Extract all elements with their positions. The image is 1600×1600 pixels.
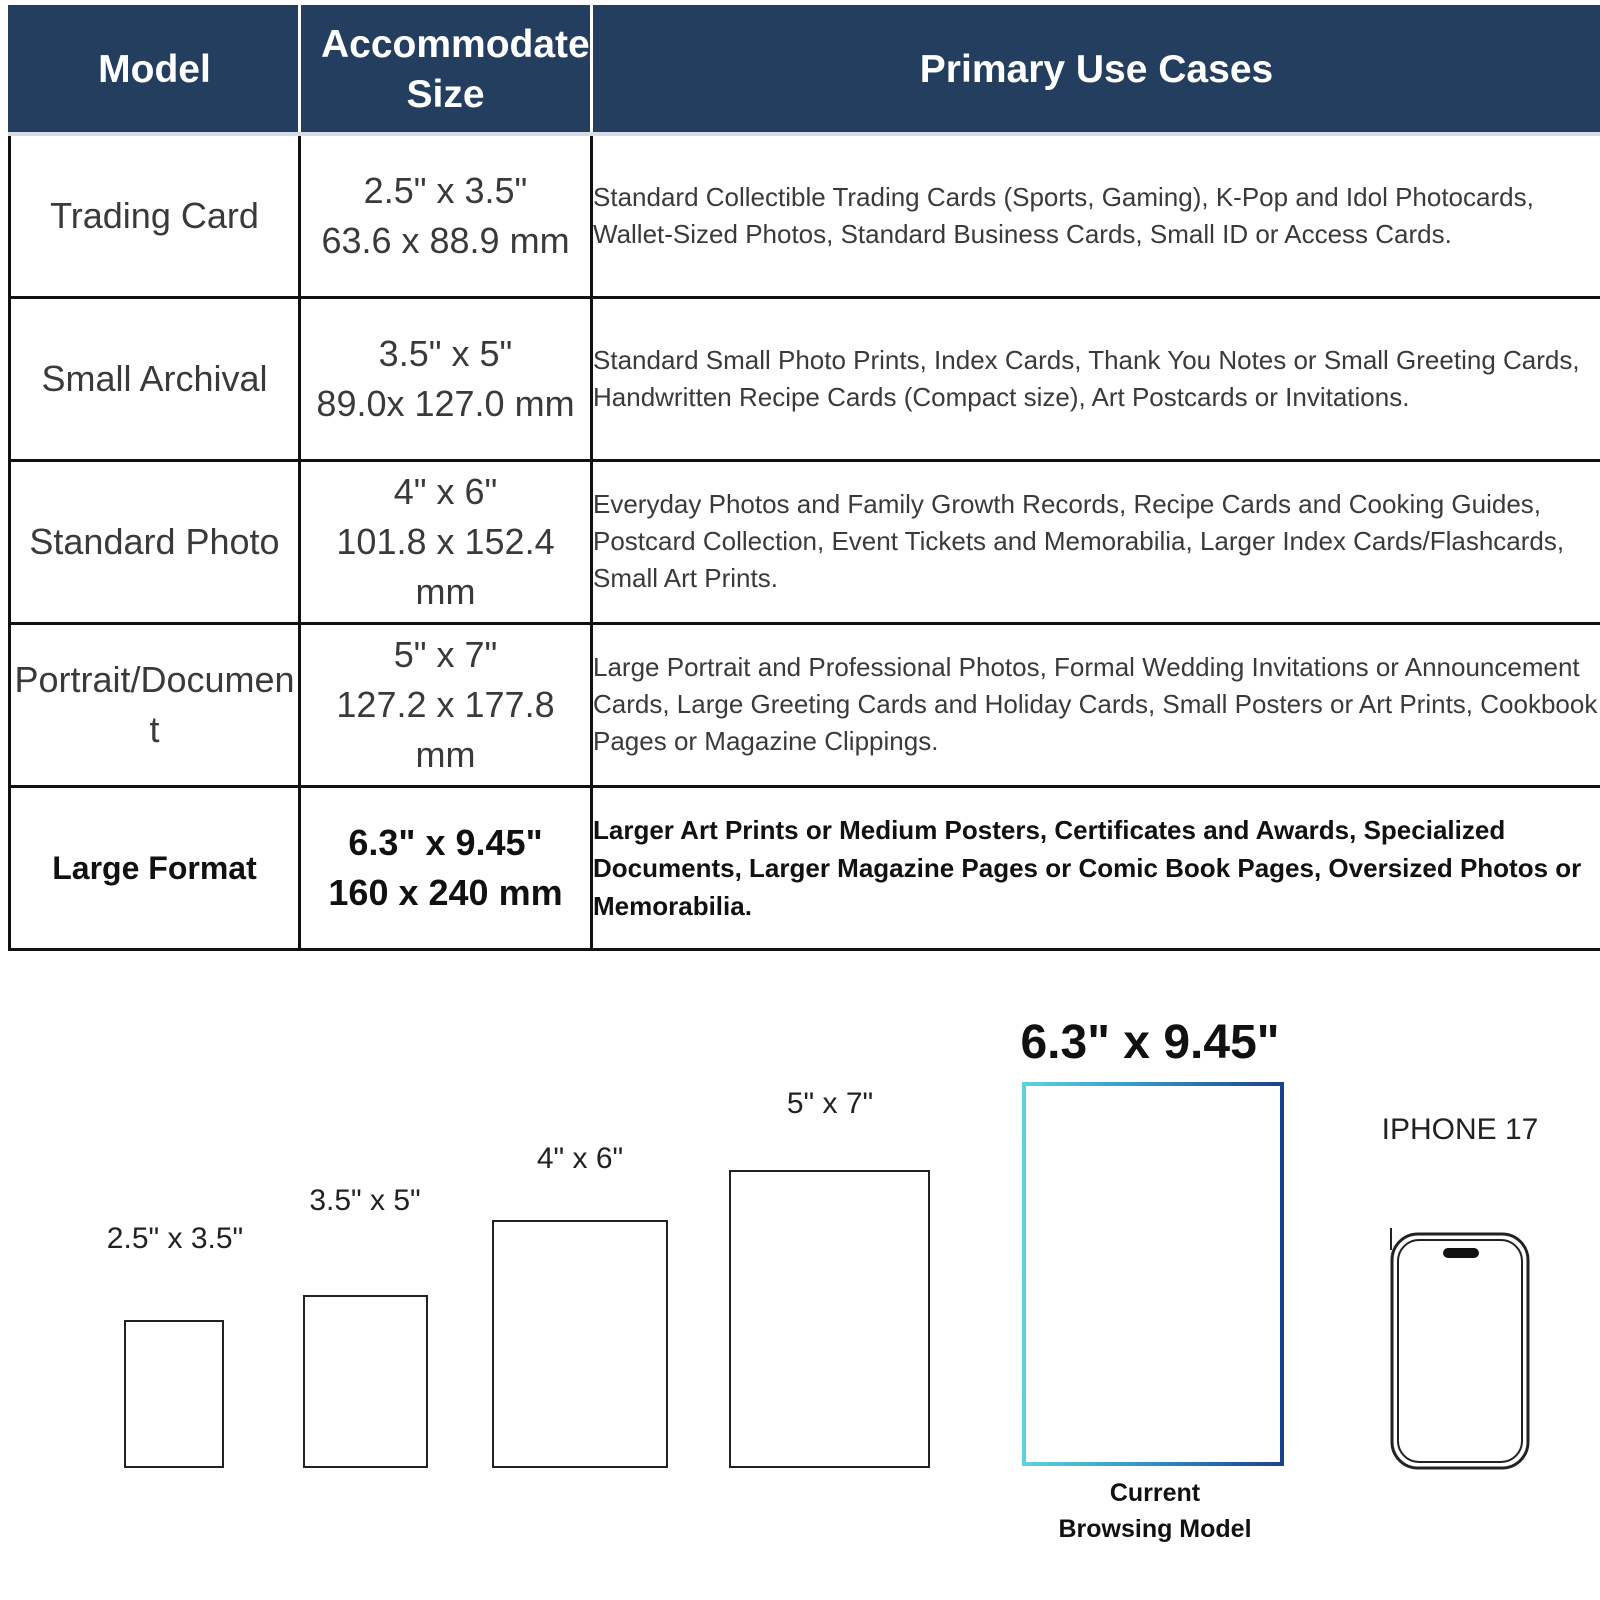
size-mm: 63.6 x 88.9 mm <box>321 219 570 261</box>
model-use-cases: Standard Collectible Trading Cards (Sports, Gaming), K-Pop and Idol Photocards, Wallet-Sized Photos, Standard Business Cards, Small ID or Access Cards. <box>592 134 1600 297</box>
table-header-row <box>10 7 1600 135</box>
size-label: 5" x 7" <box>786 1087 874 1120</box>
phone-icon <box>1388 1228 1532 1472</box>
model-name: Large Format <box>10 786 300 949</box>
size-outline-current-model <box>1022 1082 1284 1466</box>
header-use-cases: Primary Use Cases <box>592 7 1600 135</box>
model-use-cases: Standard Small Photo Prints, Index Cards, Thank You Notes or Small Greeting Cards, Handwritten Recipe Cards (Compact size), Art Postcards or Invitations. <box>592 297 1600 460</box>
phone-label: IPHONE 17 <box>1381 1113 1539 1146</box>
size-comparison-graphic <box>0 960 1600 1600</box>
header-model: Model <box>10 7 300 135</box>
table-row <box>10 623 1600 786</box>
model-size <box>300 460 592 623</box>
size-mm: 160 x 240 mm <box>328 871 563 913</box>
table-row <box>10 134 1600 297</box>
header-size: Accommodate Size <box>300 7 592 135</box>
size-outline-standard-photo <box>492 1220 668 1468</box>
size-inches: 5" x 7" <box>393 633 498 675</box>
size-mm: 101.8 x 152.4 mm <box>336 520 555 612</box>
size-outline-small-archival <box>303 1295 428 1468</box>
size-comparison-table <box>8 5 1600 951</box>
model-size <box>300 786 592 949</box>
size-inches: 3.5" x 5" <box>378 332 513 374</box>
model-name: Small Archival <box>10 297 300 460</box>
size-inches: 6.3" x 9.45" <box>348 821 543 863</box>
table-row <box>10 297 1600 460</box>
model-name: Portrait/Document <box>10 623 300 786</box>
size-label: 4" x 6" <box>536 1142 624 1175</box>
size-mm: 127.2 x 177.8 mm <box>336 683 555 775</box>
table-row <box>10 460 1600 623</box>
model-use-cases: Everyday Photos and Family Growth Records, Recipe Cards and Cooking Guides, Postcard Collection, Event Tickets and Memorabilia, Larger Index Cards/Flashcards, Small Art Prints. <box>592 460 1600 623</box>
model-use-cases: Large Portrait and Professional Photos, Formal Wedding Invitations or Announcement Cards, Large Greeting Cards and Holiday Cards, Small Posters or Art Prints, Cookbook Pages or Magazine Clippings. <box>592 623 1600 786</box>
model-name: Standard Photo <box>10 460 300 623</box>
model-size <box>300 134 592 297</box>
current-model-caption <box>1030 1475 1280 1547</box>
current-size-label: 6.3" x 9.45" <box>1020 1016 1280 1069</box>
table-row-highlighted <box>10 786 1600 949</box>
caption-line: Browsing Model <box>1058 1515 1252 1543</box>
caption-line: Current <box>1109 1479 1201 1507</box>
model-size <box>300 297 592 460</box>
model-size <box>300 623 592 786</box>
model-use-cases: Larger Art Prints or Medium Posters, Certificates and Awards, Specialized Documents, Larger Magazine Pages or Comic Book Pages, Oversized Photos or Memorabilia. <box>592 786 1600 949</box>
model-name: Trading Card <box>10 134 300 297</box>
size-outline-trading-card <box>124 1320 224 1468</box>
size-label: 3.5" x 5" <box>309 1184 421 1217</box>
size-mm: 89.0x 127.0 mm <box>316 382 575 424</box>
size-inches: 2.5" x 3.5" <box>363 169 528 211</box>
size-inches: 4" x 6" <box>393 470 498 512</box>
size-label: 2.5" x 3.5" <box>106 1222 244 1255</box>
size-outline-portrait-document <box>729 1170 930 1468</box>
